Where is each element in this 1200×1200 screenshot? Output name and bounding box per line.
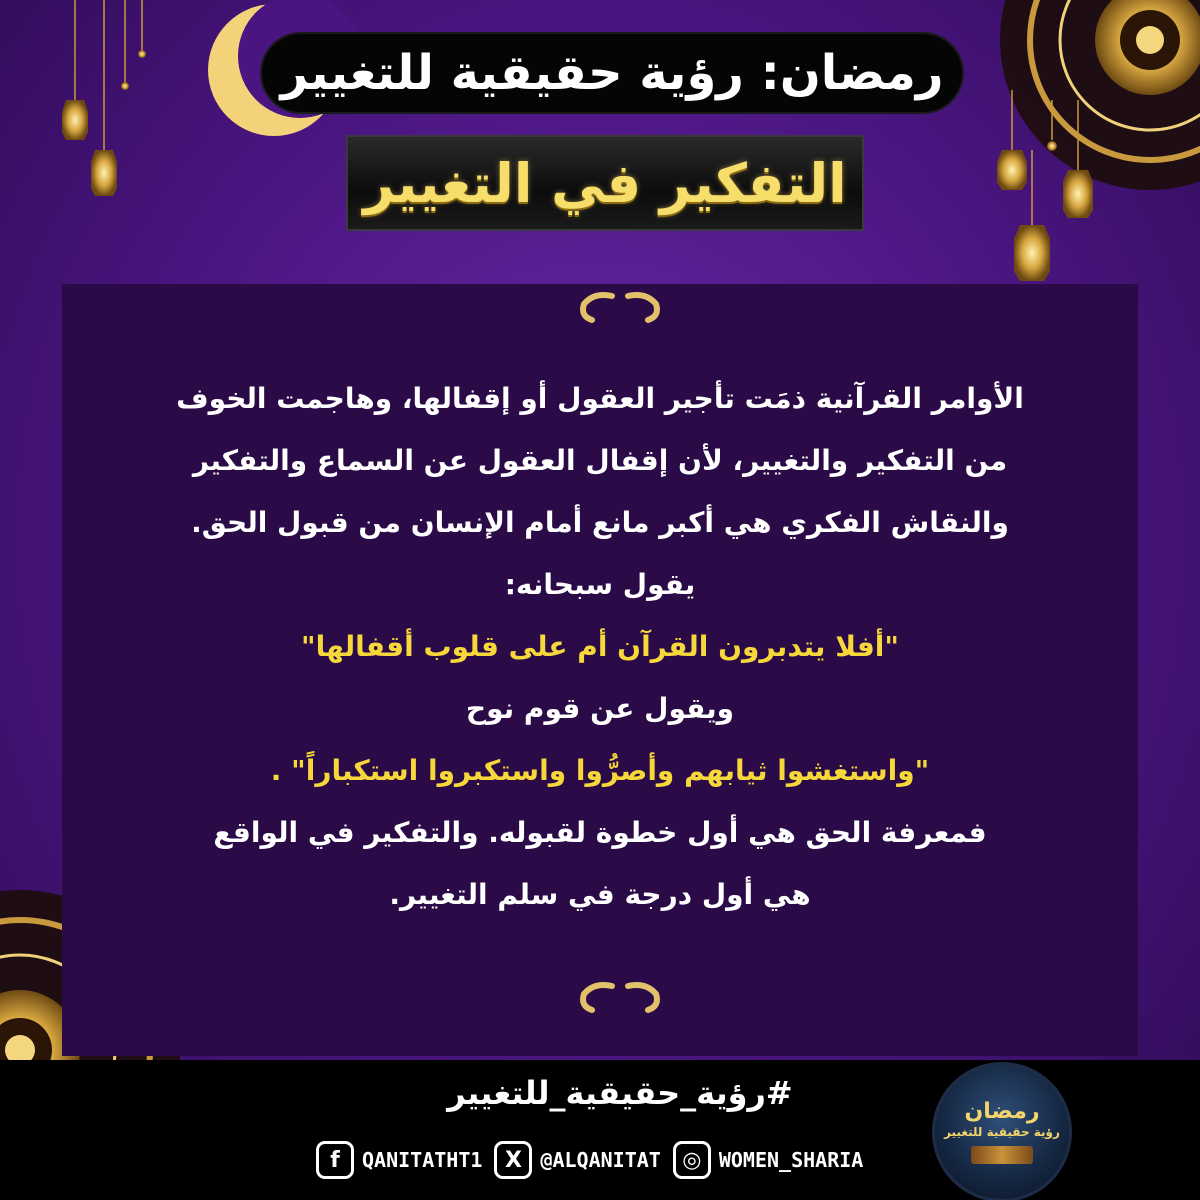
page-title: التفكير في التغيير — [363, 151, 847, 215]
body-line: والنقاش الفكري هي أكبر مانع أمام الإنسان من قبول الحق. — [191, 506, 1009, 539]
series-banner-text: رمضان: رؤية حقيقية للتغيير — [280, 45, 944, 101]
body-line: فمعرفة الحق هي أول خطوة لقبوله. والتفكير في الواقع — [213, 816, 987, 849]
book-icon — [971, 1146, 1033, 1164]
instagram-icon[interactable]: ◎ — [673, 1141, 711, 1179]
quran-quote: "أفلا يتدبرون القرآن أم على قلوب أقفالها" — [301, 630, 899, 663]
body-line: يقول سبحانه: — [504, 568, 696, 601]
body-line: ويقول عن قوم نوح — [465, 692, 735, 725]
quran-quote: "واستغشوا ثيابهم وأصرُّوا واستكبروا استكباراً" . — [270, 754, 930, 787]
body-line: من التفكير والتغيير، لأن إقفال العقول عن السماع والتفكير — [192, 444, 1008, 477]
logo-line1: رمضان — [964, 1099, 1040, 1124]
hashtag[interactable]: #رؤية_حقيقية_للتغيير — [447, 1074, 793, 1112]
flourish-bottom-inner — [583, 985, 657, 1010]
x-twitter-handle[interactable]: @ALQANITAT — [540, 1148, 661, 1172]
social-links — [316, 1140, 867, 1180]
facebook-icon[interactable]: f — [316, 1141, 354, 1179]
x-twitter-icon[interactable]: X — [494, 1141, 532, 1179]
body-line: هي أول درجة في سلم التغيير. — [389, 878, 811, 911]
body-line: الأوامر القرآنية ذمَت تأجير العقول أو إقفالها، وهاجمت الخوف — [176, 382, 1024, 415]
flourish-top-inner — [583, 295, 657, 320]
logo-line2: رؤية حقيقية للتغيير — [944, 1125, 1060, 1139]
article-body — [120, 368, 1080, 926]
instagram-handle[interactable]: WOMEN_SHARIA — [718, 1148, 864, 1172]
campaign-logo — [932, 1062, 1072, 1200]
facebook-handle[interactable]: QANITATHT1 — [362, 1148, 483, 1172]
